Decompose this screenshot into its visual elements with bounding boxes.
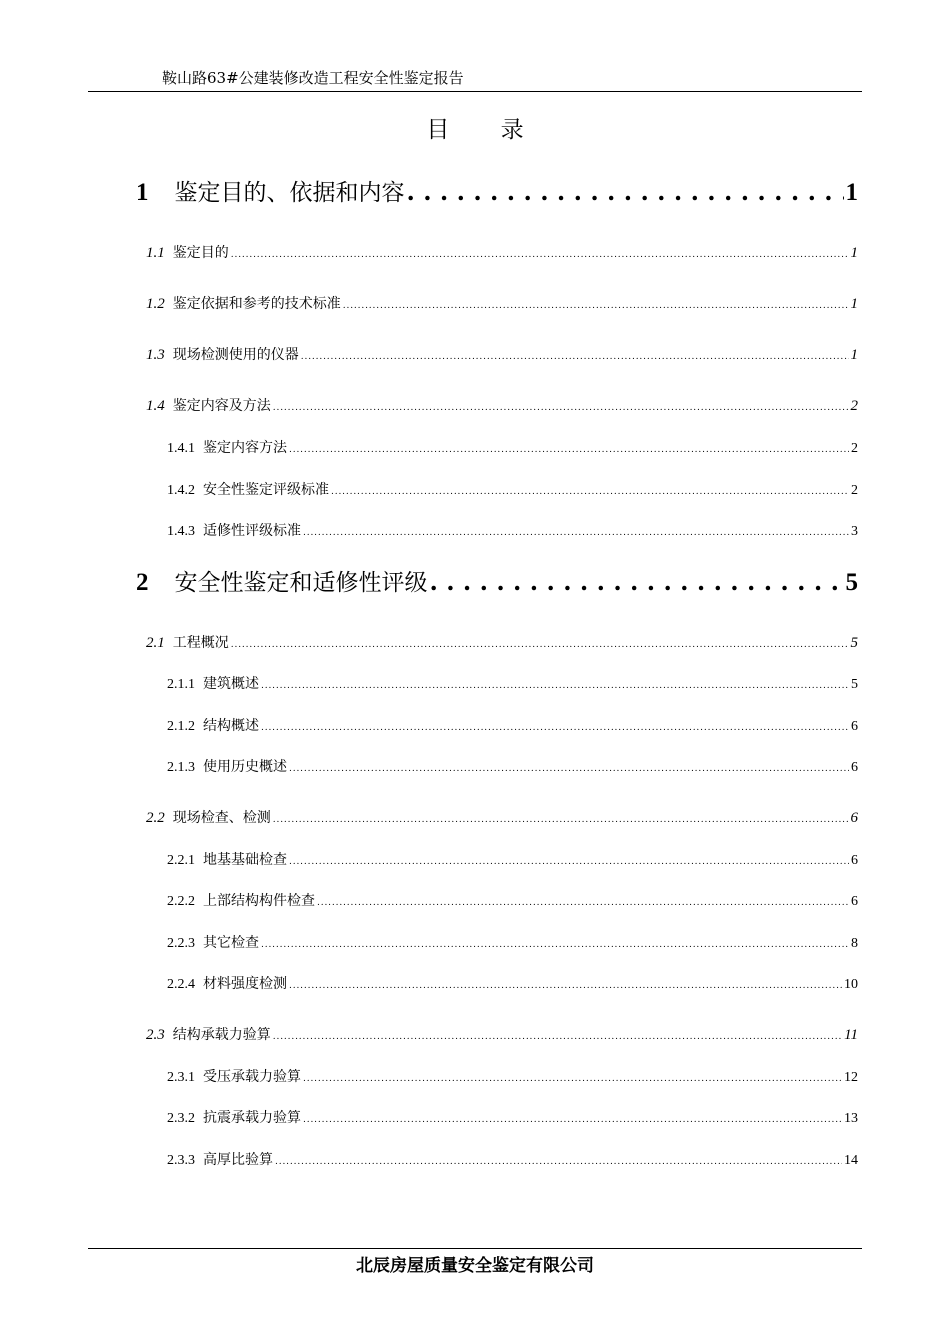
toc-entry[interactable] — [167, 715, 858, 735]
footer-company: 北辰房屋质量安全鉴定有限公司 — [356, 1256, 594, 1276]
toc-entry[interactable] — [167, 1149, 858, 1169]
toc-entry-page: 1 — [850, 347, 858, 363]
toc-entry-label: 现场检测使用的仪器 — [172, 347, 299, 363]
toc-entry-number: 2.3.1 — [167, 1070, 195, 1085]
toc-entry-number: 2.2.4 — [167, 977, 195, 992]
toc-entry-label: 鉴定内容及方法 — [172, 398, 271, 414]
toc-entry[interactable] — [146, 344, 858, 364]
toc-entry-page: 14 — [844, 1153, 858, 1168]
toc-entry-page: 5 — [851, 677, 858, 692]
toc-dot-leader — [261, 940, 849, 950]
toc-entry-number: 1 — [136, 179, 149, 206]
toc-entry[interactable] — [167, 673, 858, 693]
toc-dot-leader — [301, 352, 849, 362]
toc-entry-label: 其它检查 — [203, 935, 259, 951]
toc-dot-leader — [303, 1074, 842, 1084]
toc-entry-number: 2.1.3 — [167, 760, 195, 775]
toc-entry-page: 2 — [850, 398, 858, 414]
toc-dot-leader — [303, 1115, 842, 1125]
toc-dot-leader — [303, 528, 849, 538]
toc-entry-number: 1.4.3 — [167, 524, 195, 539]
toc-entry-page: 6 — [850, 810, 858, 826]
toc-entry[interactable] — [167, 849, 858, 869]
toc-entry-page: 5 — [850, 635, 858, 651]
toc-dot-leader — [261, 681, 849, 691]
toc-entry-label: 结构概述 — [203, 718, 259, 734]
toc-entry[interactable] — [167, 756, 858, 776]
toc-dot-leader — [289, 857, 849, 867]
toc-entry-page: 1 — [850, 296, 858, 312]
toc-dot-leader — [231, 250, 849, 260]
header-rule — [88, 91, 862, 92]
toc-entry-label: 结构承载力验算 — [172, 1027, 271, 1043]
toc-dot-leader — [317, 898, 849, 908]
toc-entry-number: 1.3 — [146, 347, 165, 363]
toc-dot-leader — [289, 981, 842, 991]
toc-entry-number: 1.4 — [146, 398, 165, 414]
toc-entry-label: 地基基础检查 — [203, 852, 287, 868]
toc-dot-leader — [289, 445, 849, 455]
toc-entry-label: 使用历史概述 — [203, 759, 287, 775]
toc-entry-page: 3 — [851, 524, 858, 539]
toc-entry-label: 材料强度检测 — [203, 976, 287, 992]
toc-entry-page: 6 — [851, 760, 858, 775]
toc-entry-page: 1 — [845, 179, 858, 206]
toc-entry[interactable] — [146, 395, 858, 415]
toc-dot-leader — [407, 177, 844, 206]
toc-entry-label: 安全性鉴定评级标准 — [203, 482, 329, 498]
toc-entry-page: 8 — [851, 936, 858, 951]
toc-entry-label: 高厚比验算 — [203, 1152, 273, 1168]
toc-entry-label: 现场检查、检测 — [172, 810, 271, 826]
toc-entry-label: 鉴定内容方法 — [203, 440, 287, 456]
toc-entry[interactable] — [167, 1107, 858, 1127]
toc-entry-number: 1.4.2 — [167, 483, 195, 498]
toc-entry-number: 1.2 — [146, 296, 165, 312]
toc-entry[interactable] — [167, 1066, 858, 1086]
toc-entry-page: 6 — [851, 894, 858, 909]
toc-entry-page: 13 — [844, 1111, 858, 1126]
toc-entry[interactable] — [167, 973, 858, 993]
toc-entry-number: 1.1 — [146, 245, 165, 261]
toc-entry[interactable] — [146, 242, 858, 262]
toc-entry-label: 工程概况 — [172, 635, 229, 651]
toc-dot-leader — [331, 487, 849, 497]
footer-rule — [88, 1248, 862, 1249]
toc-entry-label: 受压承载力验算 — [203, 1069, 301, 1085]
header-title: 鞍山路63#公建装修改造工程安全性鉴定报告 — [162, 69, 464, 87]
toc-entry[interactable] — [136, 564, 858, 597]
toc-dot-leader — [273, 1032, 842, 1042]
toc-entry-label: 鉴定目的、依据和内容 — [174, 180, 405, 206]
toc-entry-label: 安全性鉴定和适修性评级 — [174, 570, 428, 596]
toc-dot-leader — [273, 815, 849, 825]
toc-dot-leader — [430, 567, 844, 596]
toc-entry[interactable] — [146, 632, 858, 652]
toc-entry[interactable] — [167, 520, 858, 540]
toc-entry[interactable] — [167, 932, 858, 952]
toc-dot-leader — [273, 403, 849, 413]
toc-entry-number: 2.1.1 — [167, 677, 195, 692]
toc-entry[interactable] — [167, 437, 858, 457]
toc-entry-number: 2.2.2 — [167, 894, 195, 909]
toc-entry-number: 2.2.1 — [167, 853, 195, 868]
toc-entry-label: 建筑概述 — [203, 676, 259, 692]
toc-entry-label: 鉴定依据和参考的技术标准 — [172, 296, 341, 312]
toc-entry-page: 2 — [851, 441, 858, 456]
toc-entry-page: 6 — [851, 853, 858, 868]
toc-entry-number: 2.1 — [146, 635, 165, 651]
toc-title: 目 录 — [426, 117, 546, 143]
toc-entry-number: 2.2.3 — [167, 936, 195, 951]
toc-entry-label: 适修性评级标准 — [203, 523, 301, 539]
toc-entry[interactable] — [167, 479, 858, 499]
toc-entry[interactable] — [146, 293, 858, 313]
toc-entry-number: 2.3.2 — [167, 1111, 195, 1126]
toc-entry-page: 12 — [844, 1070, 858, 1085]
toc-entry-number: 2.2 — [146, 810, 165, 826]
toc-entry-label: 抗震承载力验算 — [203, 1110, 301, 1126]
toc-dot-leader — [275, 1157, 842, 1167]
toc-entry-number: 1.4.1 — [167, 441, 195, 456]
toc-dot-leader — [261, 723, 849, 733]
toc-entry-page: 2 — [851, 483, 858, 498]
toc-entry-page: 5 — [845, 569, 858, 596]
toc-entry[interactable] — [136, 174, 858, 207]
toc-entry[interactable] — [167, 890, 858, 910]
toc-entry-label: 鉴定目的 — [172, 245, 229, 261]
toc-entry-number: 2 — [136, 569, 149, 596]
toc-entry-page: 6 — [851, 719, 858, 734]
toc-entry-number: 2.1.2 — [167, 719, 195, 734]
toc-entry-page: 10 — [844, 977, 858, 992]
toc-entry-page: 11 — [844, 1027, 858, 1043]
toc-dot-leader — [289, 764, 849, 774]
toc-entry-page: 1 — [850, 245, 858, 261]
toc-entry-number: 2.3 — [146, 1027, 165, 1043]
toc-entry-number: 2.3.3 — [167, 1153, 195, 1168]
toc-entry[interactable] — [146, 1024, 858, 1044]
toc-dot-leader — [231, 640, 849, 650]
toc-entry-label: 上部结构构件检查 — [203, 893, 315, 909]
toc-entry[interactable] — [146, 807, 858, 827]
toc-dot-leader — [343, 301, 849, 311]
